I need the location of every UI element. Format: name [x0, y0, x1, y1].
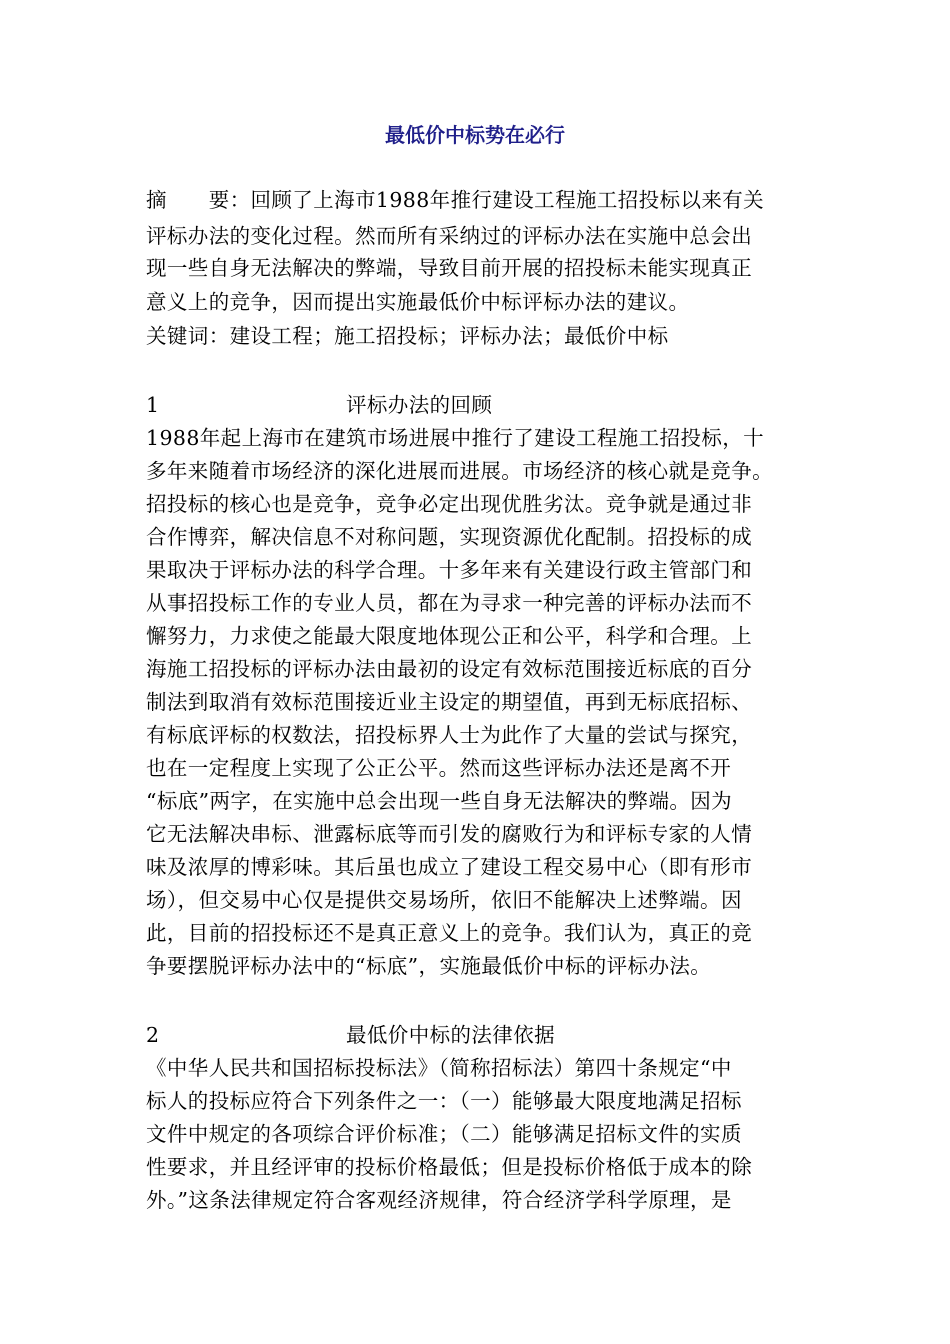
body-line: 制法到取消有效标范围接近业主设定的期望值，再到无标底招标、 — [146, 690, 753, 714]
body-line: 性要求，并且经评审的投标价格最低；但是投标价格低于成本的除 — [146, 1155, 753, 1179]
body-line: 懈努力，力求使之能最大限度地体现公正和公平，科学和合理。上 — [146, 624, 753, 648]
body-line: 场），但交易中心仅是提供交易场所，依旧不能解决上述弊端。因 — [146, 888, 742, 912]
body-line: 文件中规定的各项综合评价标准；（二）能够满足招标文件的实质 — [146, 1122, 742, 1146]
body-line: 它无法解决串标、泄露标底等而引发的腐败行为和评标专家的人情 — [146, 822, 753, 846]
section-number: 2 — [146, 1023, 160, 1047]
abstract-line: 摘 要：回顾了上海市1988年推行建设工程施工招投标以来有关 — [146, 188, 765, 212]
body-line: 从事招投标工作的专业人员，都在为寻求一种完善的评标办法而不 — [146, 591, 753, 615]
abstract-line: 现一些自身无法解决的弊端，导致目前开展的招投标未能实现真正 — [146, 256, 753, 280]
body-line: 《中华人民共和国招标投标法》（简称招标法）第四十条规定“中 — [146, 1056, 732, 1080]
body-line: 味及浓厚的博彩味。其后虽也成立了建设工程交易中心（即有形市 — [146, 855, 753, 879]
body-line: 招投标的核心也是竞争，竞争必定出现优胜劣汰。竞争就是通过非 — [146, 492, 753, 516]
body-line: 争要摆脱评标办法中的“标底”，实施最低价中标的评标办法。 — [146, 954, 712, 978]
page-title: 最低价中标势在必行 — [385, 123, 565, 147]
abstract-line: 评标办法的变化过程。然而所有采纳过的评标办法在实施中总会出 — [146, 224, 753, 248]
abstract-line: 意义上的竞争，因而提出实施最低价中标评标办法的建议。 — [146, 290, 690, 314]
body-line: 有标底评标的权数法，招投标界人士为此作了大量的尝试与探究， — [146, 723, 753, 747]
body-line: 合作博弈，解决信息不对称问题，实现资源优化配制。招投标的成 — [146, 525, 753, 549]
body-line: “标底”两字，在实施中总会出现一些自身无法解决的弊端。因为 — [146, 789, 733, 813]
body-line: 1988年起上海市在建筑市场进展中推行了建设工程施工招投标，十 — [146, 426, 765, 450]
body-line: 海施工招投标的评标办法由最初的设定有效标范围接近标底的百分 — [146, 657, 753, 681]
body-line: 果取决于评标办法的科学合理。十多年来有关建设行政主管部门和 — [146, 558, 753, 582]
body-line: 标人的投标应符合下列条件之一：（一）能够最大限度地满足招标 — [146, 1089, 742, 1113]
section-heading: 最低价中标的法律依据 — [346, 1023, 555, 1047]
section-heading: 评标办法的回顾 — [346, 393, 493, 417]
keywords-line: 关键词：建设工程；施工招投标；评标办法；最低价中标 — [146, 324, 669, 348]
body-line: 也在一定程度上实现了公正公平。然而这些评标办法还是离不开 — [146, 756, 732, 780]
body-line: 外。”这条法律规定符合客观经济规律，符合经济学科学原理，是 — [146, 1188, 732, 1212]
body-line: 多年来随着市场经济的深化进展而进展。市场经济的核心就是竞争。 — [146, 459, 773, 483]
body-line: 此，目前的招投标还不是真正意义上的竞争。我们认为，真正的竞 — [146, 921, 753, 945]
section-number: 1 — [146, 393, 160, 417]
